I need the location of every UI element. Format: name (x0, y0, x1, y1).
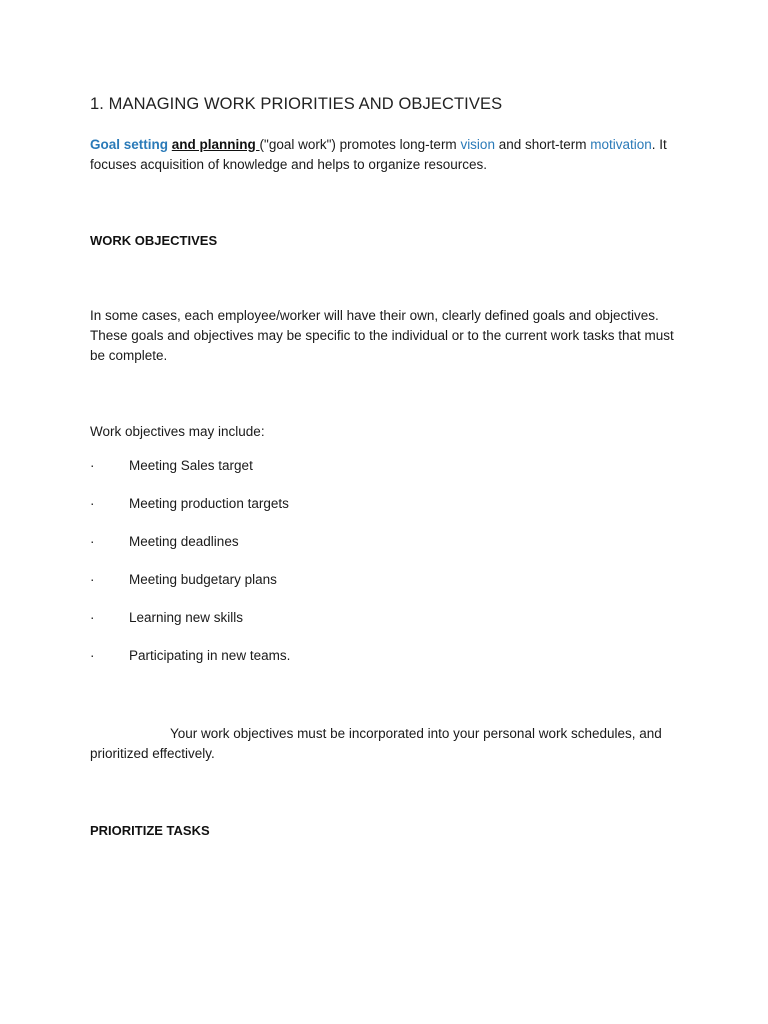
intro-text-3: . It focuses acquisition of knowledge and helps to organize resources. (90, 137, 667, 172)
may-include-text: Work objectives may include: (90, 424, 265, 439)
and-planning-link[interactable]: and planning (171, 137, 260, 152)
vision-link[interactable]: vision (460, 137, 495, 152)
incorporate-paragraph (90, 724, 680, 764)
bullet-mark: · (90, 610, 95, 625)
bullet-mark: · (90, 534, 95, 549)
list-item-text: Meeting production targets (129, 496, 289, 511)
bullet-mark: · (90, 648, 95, 663)
list-item (90, 610, 290, 648)
bullet-mark: · (90, 458, 95, 473)
list-item (90, 534, 290, 572)
list-item (90, 458, 290, 496)
list-item (90, 648, 290, 686)
intro-paragraph (90, 135, 690, 175)
bullet-mark: · (90, 572, 95, 587)
list-item (90, 496, 290, 534)
list-item (90, 572, 290, 610)
work-objectives-heading: WORK OBJECTIVES (90, 233, 218, 248)
goal-setting-link[interactable]: Goal setting (90, 137, 169, 152)
list-item-text: Meeting Sales target (129, 458, 253, 473)
work-objectives-paragraph: In some cases, each employee/worker will have their own, clearly defined goals and objectives. These goals and objectives may be specific to the individual or to the current work tasks that must be complete. (90, 308, 674, 363)
document-title: 1. MANAGING WORK PRIORITIES AND OBJECTIVES (90, 95, 503, 113)
prioritize-tasks-heading: PRIORITIZE TASKS (90, 823, 210, 838)
incorporate-text: Your work objectives must be incorporated into your personal work schedules, and prioritized effectively. (90, 726, 662, 761)
list-item-text: Learning new skills (129, 610, 244, 625)
intro-text-2: and short-term (494, 137, 591, 152)
objectives-list (90, 458, 290, 686)
motivation-link[interactable]: motivation (590, 137, 652, 152)
intro-text-1: ("goal work") promotes long-term (259, 137, 461, 152)
list-item-text: Meeting deadlines (129, 534, 239, 549)
bullet-mark: · (90, 496, 95, 511)
list-item-text: Participating in new teams. (129, 648, 291, 663)
list-item-text: Meeting budgetary plans (129, 572, 277, 587)
